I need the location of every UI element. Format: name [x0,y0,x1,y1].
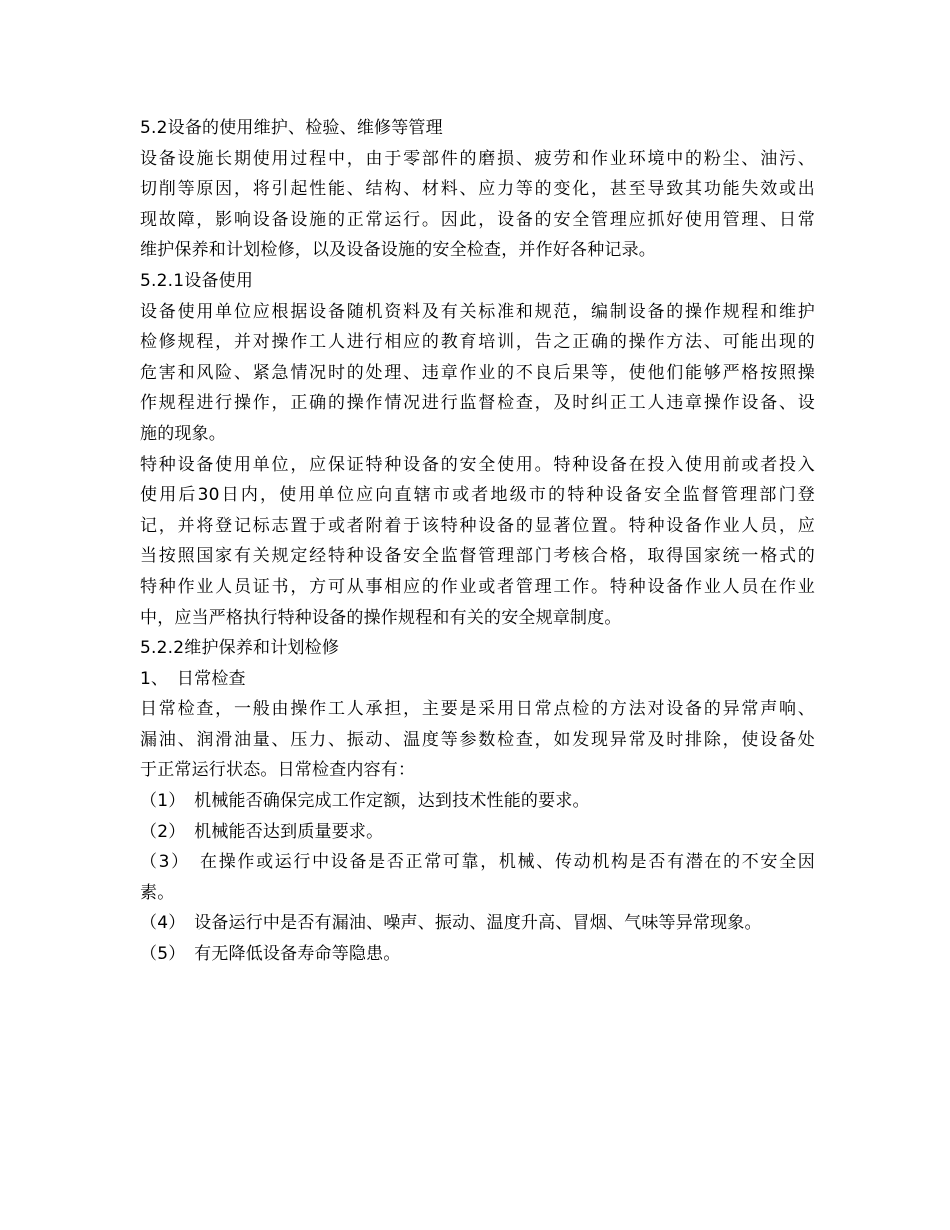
text-line: 中，应当严格执行特种设备的操作规程和有关的安全规章制度。 [140,607,622,628]
document-page [140,113,815,970]
text-line: 现故障，影响设备设施的正常运行。因此，设备的安全管理应抓好使用管理、日常 [140,209,815,230]
text-line: 危害和风险、紧急情况时的处理、违章作业的不良后果等，使他们能够严格按照操 [140,362,815,383]
text-line: 5.2设备的使用维护、检验、维修等管理 [140,118,443,138]
text-line: 设备设施长期使用过程中，由于零部件的磨损、疲劳和作业环境中的粉尘、油污、 [140,148,815,169]
text-line: 特种设备使用单位，应保证特种设备的安全使用。特种设备在投入使用前或者投入 [140,454,815,475]
text-line: （4） 设备运行中是否有漏油、噪声、振动、温度升高、冒烟、气味等异常现象。 [140,913,762,934]
text-line: 于正常运行状态。日常检查内容有： [140,760,416,781]
text-line: 切削等原因，将引起性能、结构、材料、应力等的变化，甚至导致其功能失效或出 [140,179,815,200]
text-line: 1、 日常检查 [140,668,246,689]
text-line: 特种作业人员证书，方可从事相应的作业或者管理工作。特种设备作业人员在作业 [140,576,815,597]
text-line: 使用后30日内，使用单位应向直辖市或者地级市的特种设备安全监督管理部门登 [140,485,815,506]
text-line: 记，并将登记标志置于或者附着于该特种设备的显著位置。特种设备作业人员，应 [140,515,815,536]
text-line: （2） 机械能否达到质量要求。 [140,821,384,842]
text-line: 设备使用单位应根据设备随机资料及有关标准和规范，编制设备的操作规程和维护 [140,301,815,322]
text-line: 当按照国家有关规定经特种设备安全监督管理部门考核合格，取得国家统一格式的 [140,546,815,567]
text-line: 作规程进行操作，正确的操作情况进行监督检查，及时纠正工人违章操作设备、设 [140,393,815,414]
text-line: 漏油、润滑油量、压力、振动、温度等参数检查，如发现异常及时排除，使设备处 [140,729,815,750]
text-line: 施的现象。 [140,423,226,444]
text-line: 素。 [140,882,175,903]
text-line: （1） 机械能否确保完成工作定额，达到技术性能的要求。 [140,791,590,812]
text-line: （3） 在操作或运行中设备是否正常可靠，机械、传动机构是否有潜在的不安全因 [140,852,815,873]
text-line: （5） 有无降低设备寿命等隐患。 [140,944,401,965]
text-line: 维护保养和计划检修，以及设备设施的安全检查，并作好各种记录。 [140,240,656,261]
text-line: 日常检查，一般由操作工人承担，主要是采用日常点检的方法对设备的异常声响、 [140,699,815,720]
text-line: 5.2.1设备使用 [140,270,254,291]
text-line: 检修规程，并对操作工人进行相应的教育培训，告之正确的操作方法、可能出现的 [140,332,815,353]
text-line: 5.2.2维护保养和计划检修 [140,638,340,659]
